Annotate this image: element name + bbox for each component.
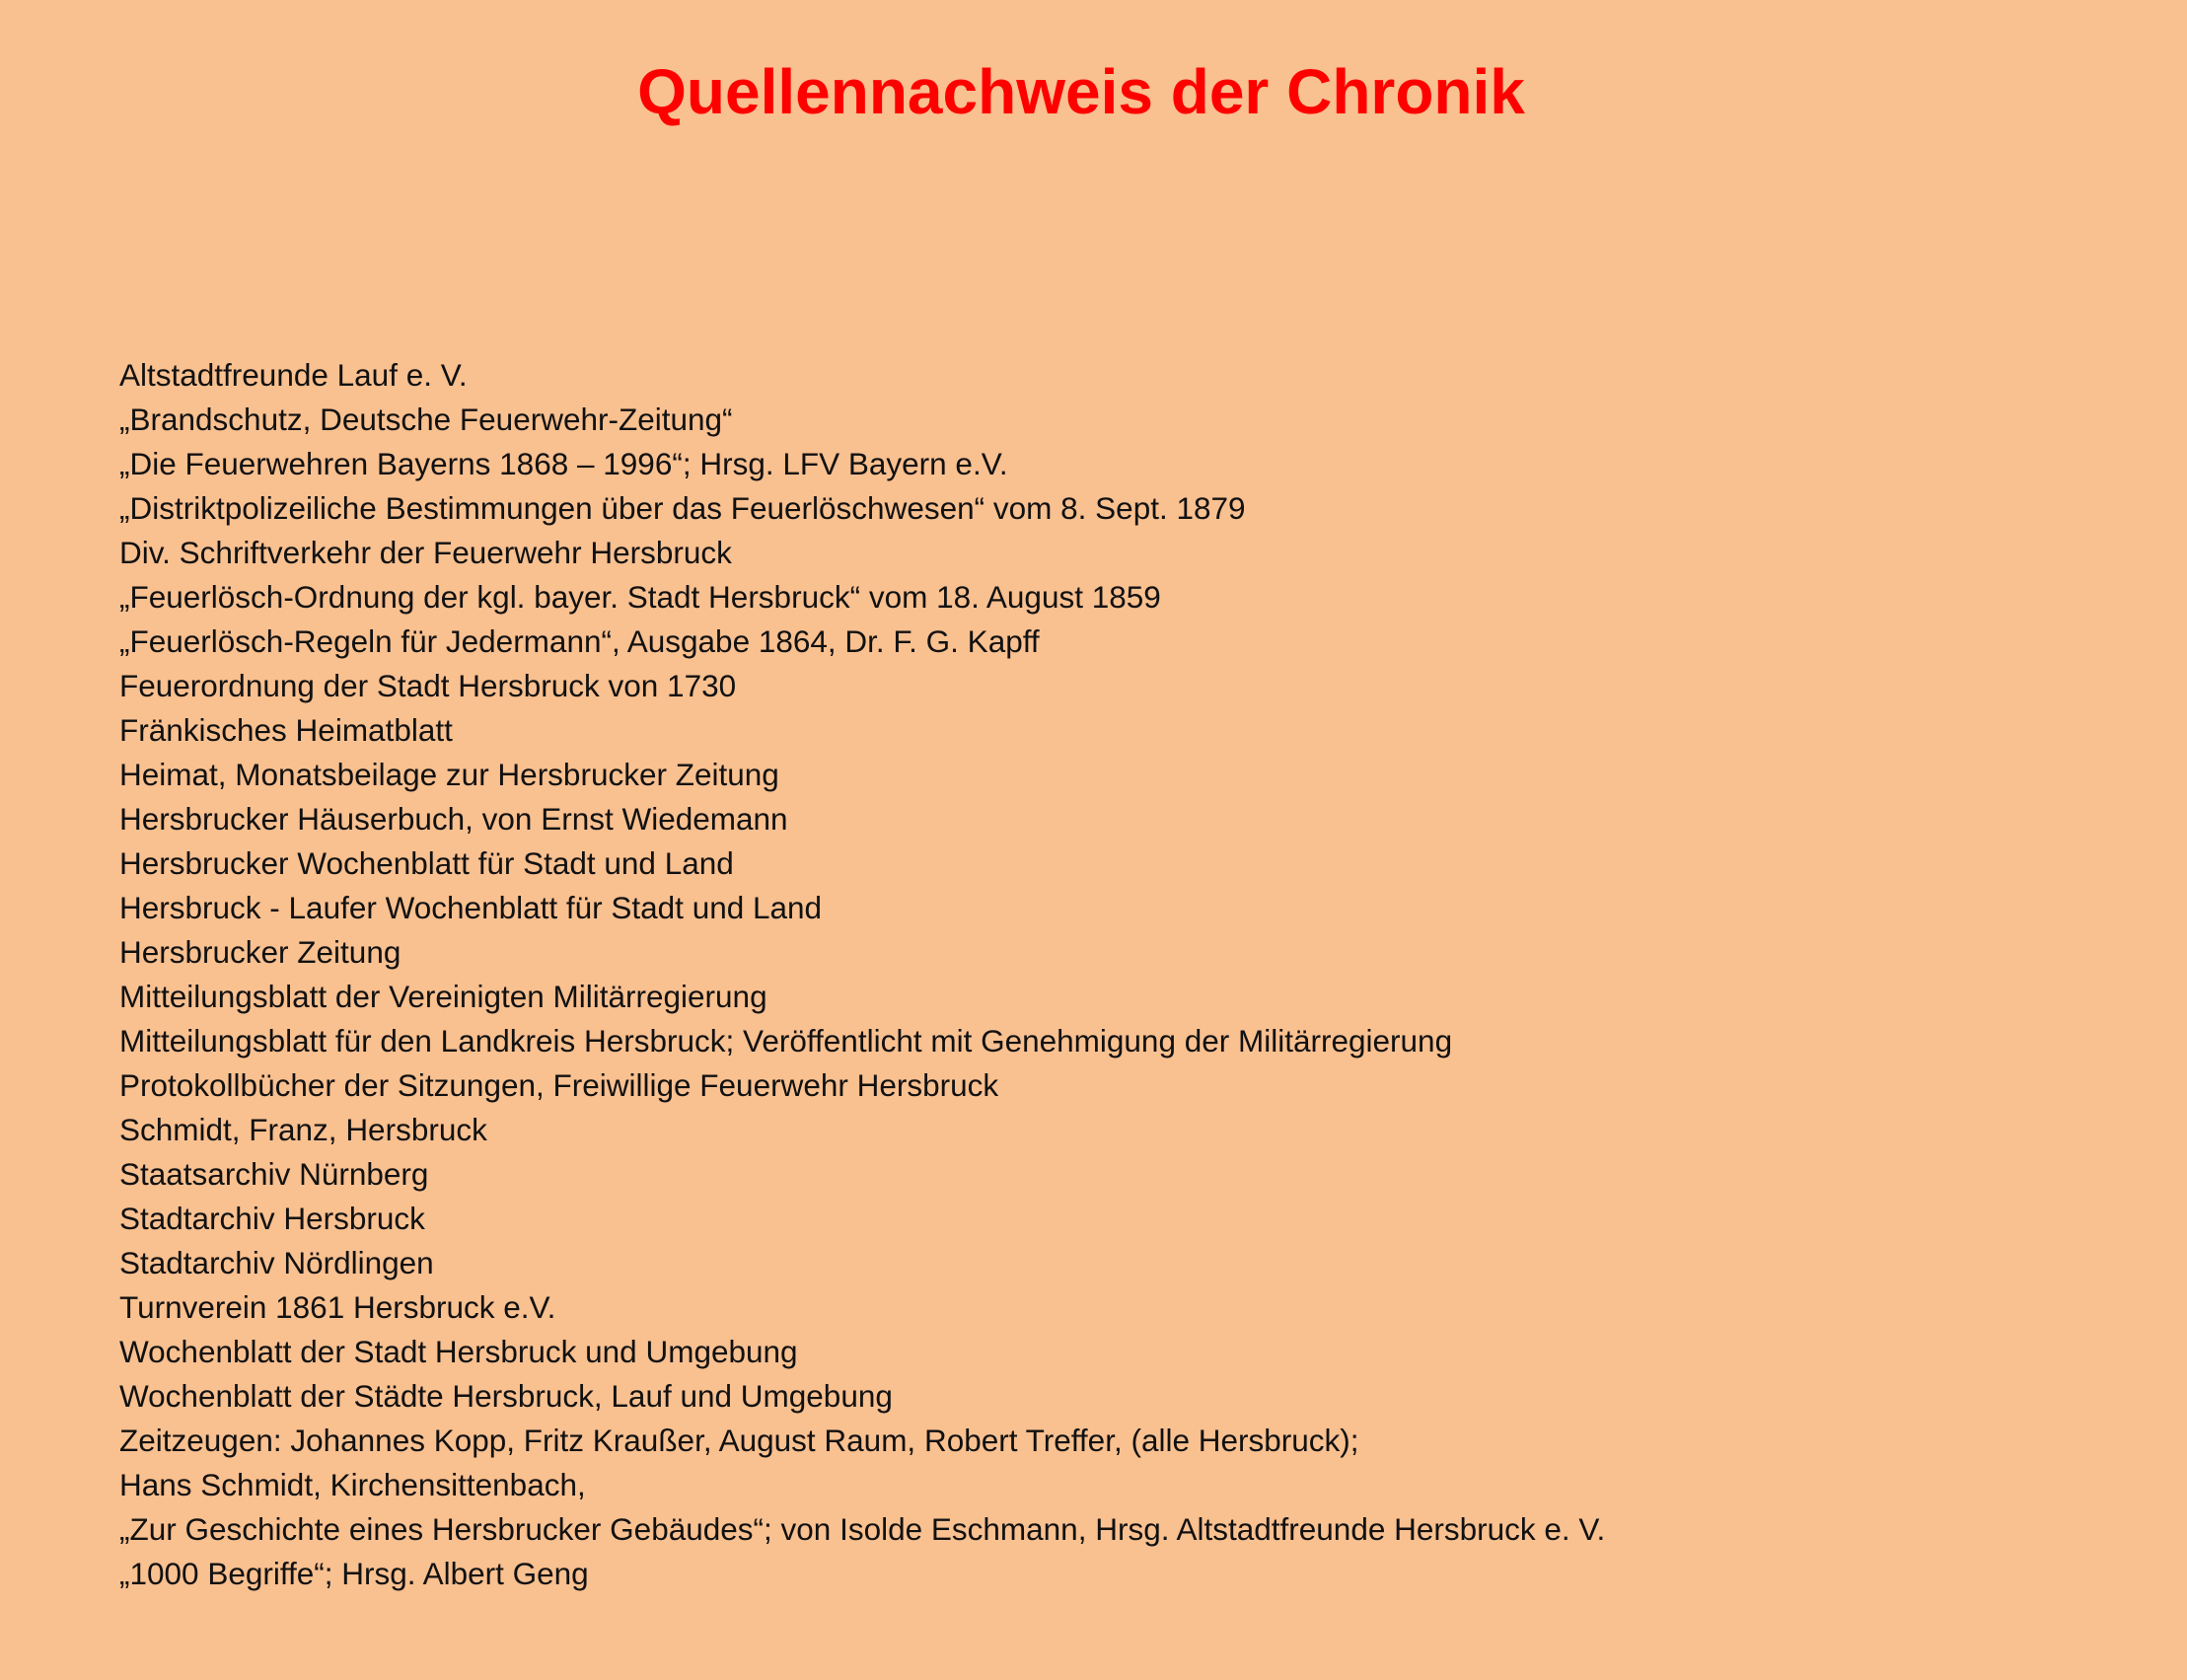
source-item: Hersbrucker Häuserbuch, von Ernst Wiedemann (119, 801, 788, 837)
source-list (119, 353, 1605, 1596)
source-item: Stadtarchiv Hersbruck (119, 1201, 425, 1236)
source-item: „Die Feuerwehren Bayerns 1868 – 1996“; Hrsg. LFV Bayern e.V. (119, 446, 1008, 481)
source-item: Wochenblatt der Stadt Hersbruck und Umgebung (119, 1334, 798, 1369)
source-item: Hersbrucker Wochenblatt für Stadt und Land (119, 845, 734, 881)
source-item: „1000 Begriffe“; Hrsg. Albert Geng (119, 1556, 589, 1591)
source-item: Hans Schmidt, Kirchensittenbach, (119, 1467, 586, 1502)
source-item: Staatsarchiv Nürnberg (119, 1156, 429, 1192)
source-item: „Distriktpolizeiliche Bestimmungen über das Feuerlöschwesen“ vom 8. Sept. 1879 (119, 490, 1246, 526)
source-item: Mitteilungsblatt der Vereinigten Militärregierung (119, 979, 767, 1014)
source-item: Protokollbücher der Sitzungen, Freiwillige Feuerwehr Hersbruck (119, 1067, 999, 1103)
source-item: Wochenblatt der Städte Hersbruck, Lauf und Umgebung (119, 1378, 893, 1414)
source-item: Fränkisches Heimatblatt (119, 712, 453, 748)
source-item: „Brandschutz, Deutsche Feuerwehr-Zeitung“ (119, 402, 733, 437)
source-item: Hersbruck - Laufer Wochenblatt für Stadt und Land (119, 890, 823, 925)
source-item: Stadtarchiv Nördlingen (119, 1245, 434, 1280)
source-item: „Feuerlösch-Regeln für Jedermann“, Ausgabe 1864, Dr. F. G. Kapff (119, 623, 1040, 659)
source-item: Turnverein 1861 Hersbruck e.V. (119, 1289, 556, 1325)
source-item: Zeitzeugen: Johannes Kopp, Fritz Kraußer, August Raum, Robert Treffer, (alle Hersbruck); (119, 1423, 1359, 1458)
source-item: „Feuerlösch-Ordnung der kgl. bayer. Stadt Hersbruck“ vom 18. August 1859 (119, 579, 1161, 615)
source-item: Altstadtfreunde Lauf e. V. (119, 357, 468, 393)
source-item: Div. Schriftverkehr der Feuerwehr Hersbruck (119, 535, 732, 570)
source-item: Schmidt, Franz, Hersbruck (119, 1112, 487, 1147)
source-item: Hersbrucker Zeitung (119, 934, 401, 970)
source-item: „Zur Geschichte eines Hersbrucker Gebäudes“; von Isolde Eschmann, Hrsg. Altstadtfreunde Hersbruck e. V. (119, 1511, 1606, 1547)
source-item: Heimat, Monatsbeilage zur Hersbrucker Zeitung (119, 757, 779, 792)
page-title: Quellennachweis der Chronik (637, 56, 1525, 127)
source-item: Feuerordnung der Stadt Hersbruck von 1730 (119, 668, 737, 703)
source-item: Mitteilungsblatt für den Landkreis Hersbruck; Veröffentlicht mit Genehmigung der Militärregierung (119, 1023, 1453, 1059)
